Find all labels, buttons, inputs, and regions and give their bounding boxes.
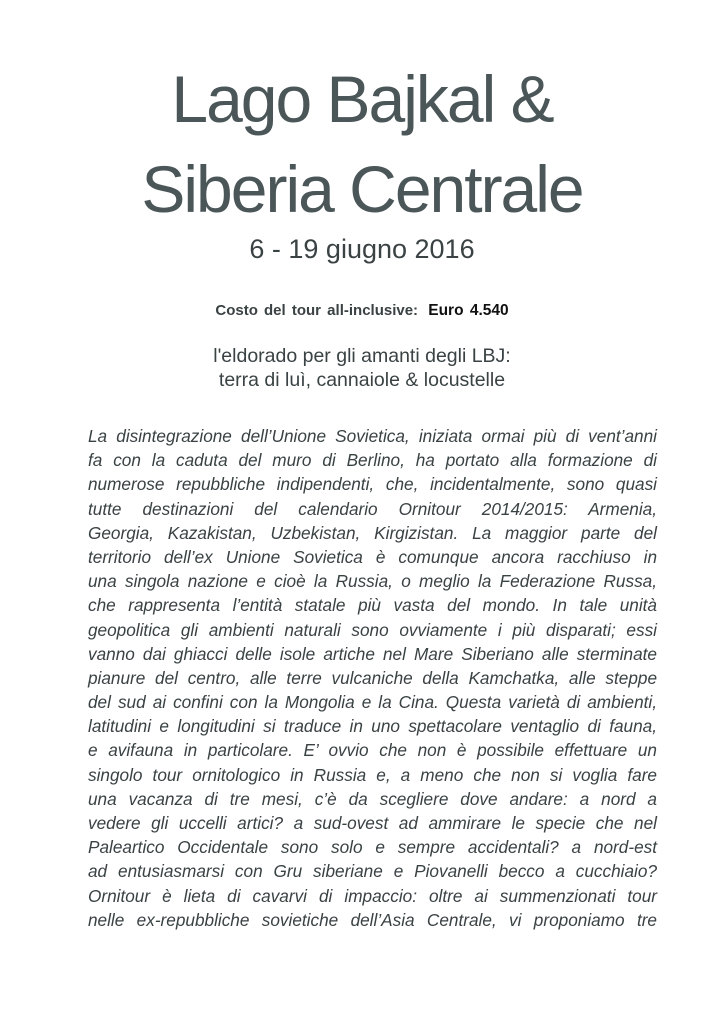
body-line: singolo tour ornitologico in Russia e, a meno che non si voglia fare	[88, 764, 657, 785]
body-line: e avifauna in particolare. E’ ovvio che non è possibile effettuare un	[88, 740, 657, 761]
tour-dates: 6 - 19 giugno 2016	[249, 234, 475, 264]
body-line: vedere gli uccelli artici? a sud-ovest ad ammirare le specie che nel	[88, 813, 657, 833]
body-line: ad entusiasmarsi con Gru siberiane e Piovanelli becco a cucchiaio?	[88, 861, 657, 882]
body-line: una vacanza di tre mesi, c’è da scegliere dove andare: a nord a	[88, 788, 657, 809]
cost-price: Euro 4.540	[428, 302, 509, 319]
body-line: nelle ex-repubbliche sovietiche dell’Asia Centrale, vi proponiamo tre	[88, 909, 657, 930]
body-line: La disintegrazione dell’Unione Sovietica, iniziata ormai più di vent’anni	[88, 426, 657, 446]
body-line: tutte destinazioni del calendario Ornitour 2014/2015: Armenia,	[88, 498, 657, 519]
cost-label: Costo del tour all-inclusive:	[215, 302, 419, 319]
tagline	[0, 344, 724, 392]
tour-cost	[0, 302, 724, 320]
body-line: che rappresenta l’entità statale più vasta del mondo. In tale unità	[88, 595, 657, 616]
body-line: Paleartico Occidentale sono solo e sempre accidentali? a nord-est	[88, 837, 657, 858]
body-paragraph	[88, 424, 657, 932]
tagline-line-1: l'eldorado per gli amanti degli LBJ:	[213, 345, 511, 367]
body-line: geopolitica gli ambienti naturali sono ovviamente i più disparati; essi	[88, 619, 657, 640]
body-line: Ornitour è lieta di cavarvi di impaccio: oltre ai summenzionati tour	[88, 885, 657, 906]
tagline-line-2: terra di luì, cannaiole & locustelle	[218, 369, 506, 391]
body-line: territorio dell’ex Unione Sovietica è comunque ancora racchiuso in	[88, 546, 657, 567]
body-line: latitudini e longitudini si traduce in uno spettacolare ventaglio di fauna,	[88, 716, 657, 737]
body-line: una singola nazione e cioè la Russia, o meglio la Federazione Russa,	[88, 571, 657, 592]
body-line: del sud ai confini con la Mongolia e la Cina. Questa varietà di ambienti,	[88, 692, 657, 713]
body-line: numerose repubbliche indipendenti, che, incidentalmente, sono quasi	[88, 474, 657, 495]
title-line-2: Siberia Centrale	[141, 152, 583, 226]
title-line-1: Lago Bajkal &	[171, 62, 553, 136]
body-line: vanno dai ghiacci delle isole artiche nel Mare Siberiano alle sterminate	[88, 643, 657, 664]
body-line: fa con la caduta del muro di Berlino, ha portato alla formazione di	[88, 450, 657, 471]
body-line: pianure del centro, alle terre vulcaniche della Kamchatka, alle steppe	[88, 667, 657, 688]
body-line: Georgia, Kazakistan, Uzbekistan, Kirgizistan. La maggior parte del	[88, 522, 657, 543]
